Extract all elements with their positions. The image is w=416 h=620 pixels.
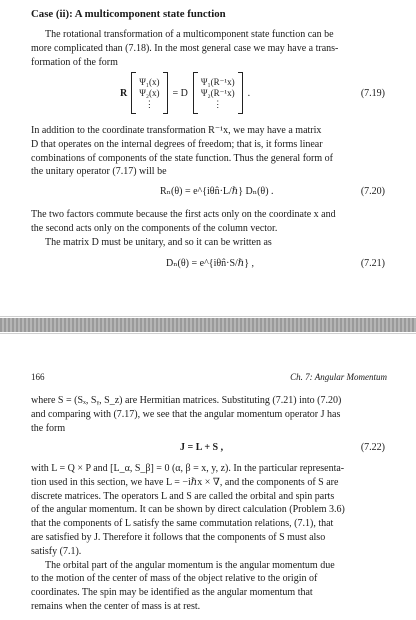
text-line: D that operates on the internal degrees of freedom; that is, it forms linear: [31, 138, 323, 150]
separator-edge: [0, 333, 416, 334]
equation-number: (7.19): [360, 88, 385, 99]
running-head: Ch. 7: Angular Momentum: [290, 372, 387, 382]
paragraph-hermitian: [31, 394, 387, 435]
upper-page-section: [0, 0, 416, 300]
text-line: satisfy (7.1).: [31, 545, 82, 557]
section-heading: Case (ii): A multicomponent state function: [31, 8, 226, 20]
matrix-left: [131, 72, 167, 114]
page-separator: [0, 318, 416, 332]
equation-body: Dₙ(θ) = e^{iθn̂·S/ℏ} ,: [166, 258, 255, 269]
text-line: that the components of L satisfy the same commutation relations, (7.1), that: [31, 518, 334, 530]
equation-number: (7.22): [360, 442, 385, 453]
text-line: coordinates. The spin may be identified as the angular momentum that: [31, 587, 313, 599]
equation-equals: = D: [172, 87, 188, 99]
text-line: In addition to the coordinate transformation R⁻¹x, we may have a matrix: [31, 125, 322, 136]
text-line: The rotational transformation of a multicomponent state function can be: [45, 29, 334, 40]
paragraph-intro: [31, 28, 387, 69]
text-line: The orbital part of the angular momentum is the angular momentum due: [45, 559, 335, 571]
text-line: remains when the center of mass is at rest.: [31, 600, 201, 612]
text-line: the form: [31, 422, 66, 434]
equation-operator-r: R: [120, 87, 128, 99]
text-line: formation of the form: [31, 56, 118, 68]
text-line: discrete matrices. The operators L and S are called the orbital and spin parts: [31, 490, 335, 502]
text-line: to the motion of the center of mass of the object relative to the origin of: [31, 573, 318, 585]
matrix-entry: ⋮: [213, 98, 223, 109]
lower-page-section: [0, 352, 416, 620]
text-line: combinations of components of the state function. Thus the general form of: [31, 152, 333, 164]
matrix-entry: Ψ₁(x): [139, 76, 160, 87]
equation-body: J = L + S ,: [180, 442, 224, 453]
text-line: where S = (Sₓ, Sᵧ, S_z) are Hermitian matrices. Substituting (7.21) into (7.20): [31, 395, 342, 406]
matrix-right: [193, 72, 243, 114]
equation-period: .: [247, 87, 251, 99]
right-bracket: [238, 72, 243, 114]
paragraph-commute: [31, 208, 387, 249]
equation-number: (7.21): [360, 258, 385, 269]
right-bracket: [163, 72, 168, 114]
separator-edge: [0, 316, 416, 317]
text-line: with L = Q × P and [L_α, S_β] = 0 (α, β = x, y, z). In the particular representa-: [31, 463, 345, 474]
text-line: the second acts only on the components of the column vector.: [31, 222, 278, 234]
matrix-entry: Ψ₂(x): [139, 87, 160, 98]
text-line: the unitary operator (7.17) will be: [31, 166, 167, 178]
paragraph-transformation: [31, 124, 387, 179]
equation-number: (7.20): [360, 186, 385, 197]
page-number: 166: [31, 372, 45, 382]
matrix-entry: Ψ₂(R⁻¹x): [200, 87, 235, 98]
matrix-entry: ⋮: [144, 98, 154, 109]
equation-body: Rₙ(θ) = e^{iθn̂·L/ℏ} Dₙ(θ) .: [160, 186, 274, 197]
paragraph-orbital-spin: [31, 462, 387, 614]
text-line: more complicated than (7.18). In the most general case we may have a trans-: [31, 42, 339, 54]
text-line: and comparing with (7.17), we see that the angular momentum operator J has: [31, 408, 341, 420]
text-line: tion used in this section, we have L = −iℏx × ∇, and the components of S are: [31, 476, 339, 488]
text-line: are satisfied by J. Therefore it follows that the components of S must also: [31, 531, 326, 543]
text-line: The matrix D must be unitary, and so it can be written as: [45, 236, 272, 248]
text-line: The two factors commute because the first acts only on the coordinate x and: [31, 209, 336, 220]
matrix-entry: Ψ₁(R⁻¹x): [200, 76, 235, 87]
equation-7-19: [0, 68, 416, 118]
text-line: of the angular momentum. It can be shown by direct calculation (Problem 3.6): [31, 504, 345, 516]
